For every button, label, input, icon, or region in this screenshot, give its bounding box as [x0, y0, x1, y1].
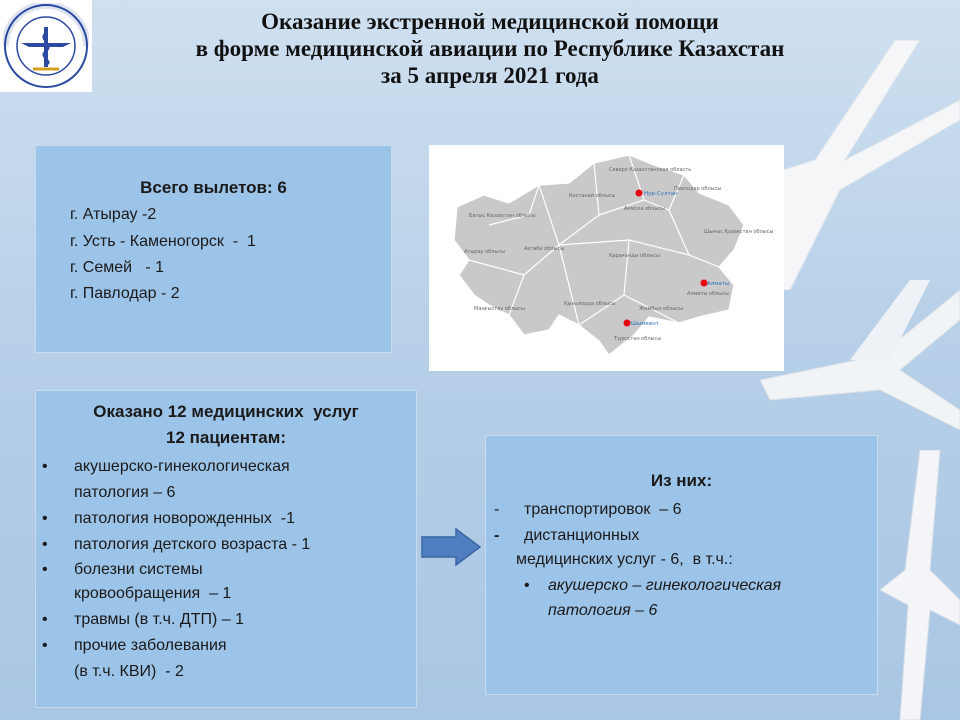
service-item: (в т.ч. КВИ) - 2 — [74, 663, 184, 680]
flights-header: Всего вылетов: 6 — [140, 178, 287, 197]
map-region-label: Маңғыстау облысы — [474, 306, 525, 312]
city-dot-icon — [636, 190, 643, 197]
arrow-right-icon — [420, 527, 482, 567]
map-region-label: Алматы облысы — [687, 291, 729, 297]
flights-box — [35, 145, 392, 353]
map-region-label: Костанай облысы — [569, 193, 616, 199]
map-region-label: Атырау облысы — [464, 249, 506, 255]
bullet-icon: • — [42, 637, 48, 654]
of-them-item: дистанционных — [524, 527, 640, 544]
service-item: болезни системы — [74, 561, 203, 578]
of-them-subitem: патология – 6 — [548, 602, 658, 619]
dash-icon: - — [494, 527, 500, 544]
title-line-1: Оказание экстренной медицинской помощи — [261, 9, 719, 34]
services-header-2: 12 пациентам: — [166, 428, 286, 447]
services-header-1: Оказано 12 медицинских услуг — [93, 402, 359, 421]
map-region-label: Батыс Казахстан облысы — [469, 213, 536, 219]
map-region-label: Түркістан облысы — [614, 336, 662, 342]
bullet-icon: • — [42, 611, 48, 628]
flight-item: г. Усть - Каменогорск - 1 — [70, 233, 256, 250]
page-title — [110, 8, 870, 89]
bullet-icon: • — [524, 577, 530, 594]
service-item: патология новорожденных -1 — [74, 510, 295, 527]
of-them-item: транспортировок – 6 — [524, 501, 682, 518]
services-box — [35, 390, 417, 708]
service-item: патология детского возраста - 1 — [74, 536, 311, 553]
bullet-icon: • — [42, 458, 48, 475]
map-city-label: Алматы — [707, 281, 730, 287]
service-item: травмы (в т.ч. ДТП) – 1 — [74, 611, 245, 628]
flight-item: г. Семей - 1 — [70, 259, 165, 276]
flight-item: г. Павлодар - 2 — [70, 285, 180, 302]
emergency-medical-care-logo-icon — [3, 3, 89, 89]
logo — [0, 0, 92, 92]
airplane-middle-icon — [760, 250, 960, 440]
of-them-header: Из них: — [650, 471, 713, 490]
service-item: кровообращения – 1 — [74, 585, 232, 602]
map-city-label: Нур-Султан — [644, 191, 678, 197]
map-region-label: Северо Казахстанская область — [609, 167, 692, 173]
bullet-icon: • — [42, 561, 48, 578]
map-region-label: Павлодар облысы — [674, 186, 722, 192]
kazakhstan-map — [429, 145, 784, 371]
flight-item: г. Атырау -2 — [70, 206, 157, 223]
map-region-label: Шығыс Қазақстан облысы — [704, 229, 774, 235]
service-item: патология – 6 — [74, 484, 176, 501]
city-dot-icon — [624, 320, 631, 327]
service-item: прочие заболевания — [74, 637, 227, 654]
bullet-icon: • — [42, 536, 48, 553]
map-graphic — [429, 145, 784, 371]
map-region-label: Қарағанды облысы — [609, 253, 661, 259]
bullet-icon: • — [42, 510, 48, 527]
map-region-label: Жамбыл облысы — [639, 306, 684, 312]
of-them-subitem: акушерско – гинекологическая — [548, 577, 782, 594]
service-item: акушерско-гинекологическая — [74, 458, 290, 475]
title-line-2: в форме медицинской авиации по Республике Казахстан — [195, 36, 785, 61]
of-them-box — [485, 435, 878, 695]
title-line-3: за 5 апреля 2021 года — [381, 63, 599, 88]
map-region-label: Қызылорда облысы — [564, 301, 616, 307]
map-region-label: Акмола облысы — [624, 206, 666, 212]
dash-icon: - — [494, 501, 500, 518]
map-city-label: Шымкент — [631, 321, 659, 327]
of-them-item: медицинских услуг - 6, в т.ч.: — [516, 551, 733, 568]
map-region-label: Ақтөбе облысы — [524, 246, 565, 252]
